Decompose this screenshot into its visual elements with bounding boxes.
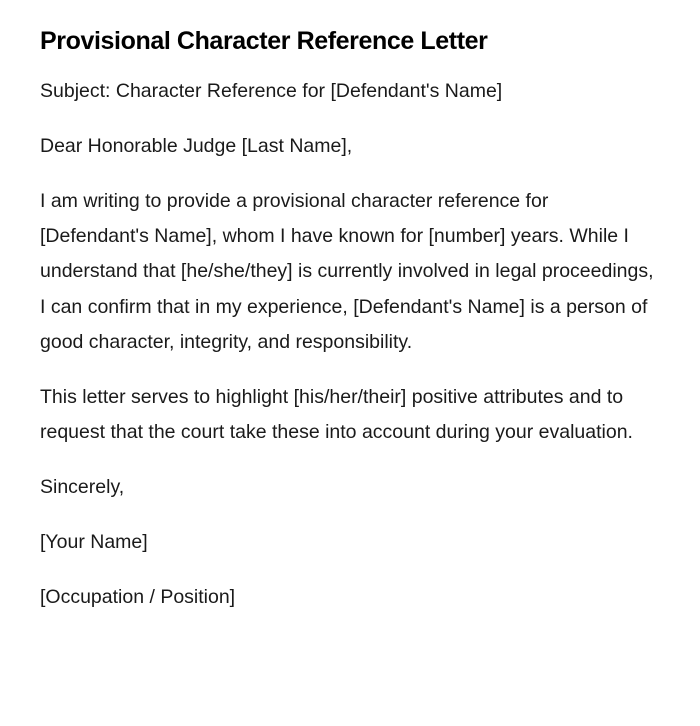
letter-body-paragraph-2: This letter serves to highlight [his/her/their] positive attributes and to request that the court take these into account during your evaluation. (40, 385, 633, 444)
signature-position: [Occupation / Position] (40, 586, 236, 609)
signature-name: [Your Name] (40, 531, 148, 554)
letter-closing: Sincerely, (40, 476, 125, 499)
letter-title: Provisional Character Reference Letter (40, 27, 488, 55)
letter-subject: Subject: Character Reference for [Defendant's Name] (40, 80, 503, 102)
letter-document (40, 24, 660, 635)
letter-salutation: Dear Honorable Judge [Last Name], (40, 135, 353, 157)
letter-body-paragraph-1: I am writing to provide a provisional character reference for [Defendant's Name], whom I have known for [number] years. While I understand that [he/she/they] is currently involved in legal proceedings, I can confirm that in my experience, [Defendant's Name] is a person of good character, integrity, and responsibility. (40, 190, 654, 353)
